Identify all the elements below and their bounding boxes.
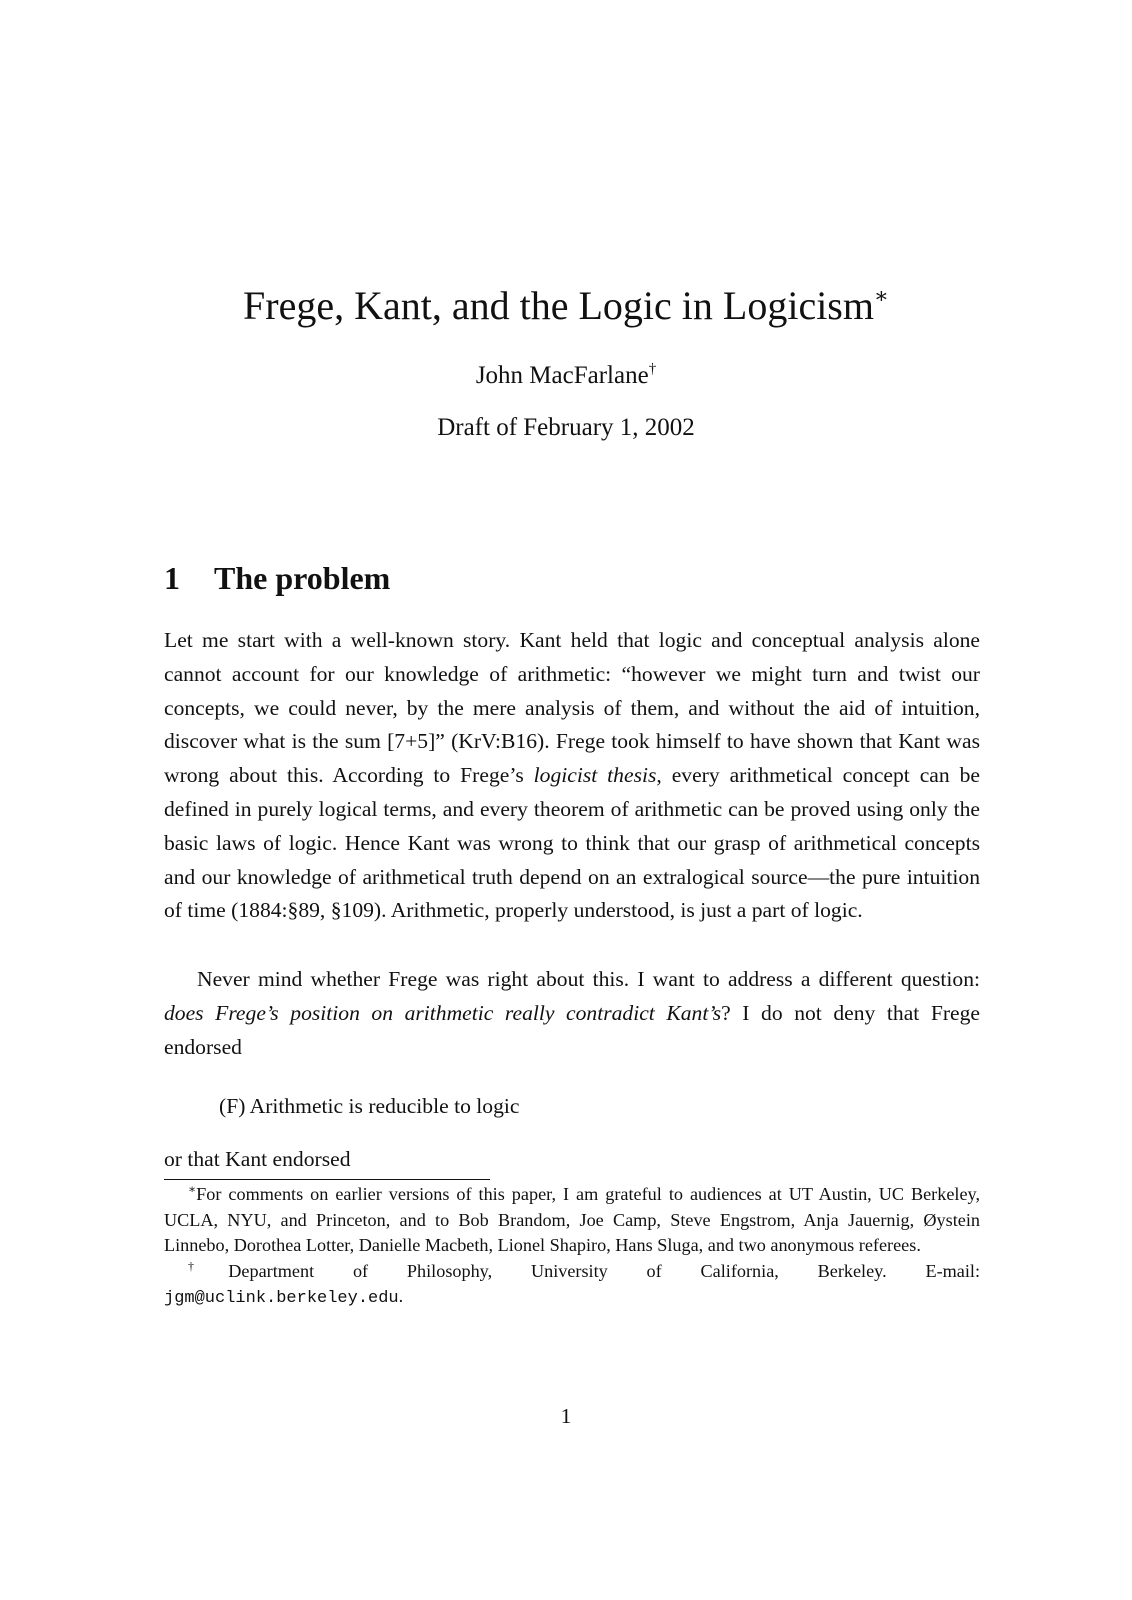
section-heading [164,558,390,598]
paper-title-text: Frege, Kant, and the Logic in Logicism [243,283,874,328]
paper-date: Draft of February 1, 2002 [437,414,695,441]
paragraph-1-emphasis: logicist thesis [533,763,657,788]
footnote-2-mark: † [188,1258,229,1273]
author-footnote-mark: † [648,361,657,377]
section-title: The problem [214,560,391,596]
footnote-2-text: Department of Philosophy, University of California, Berkeley. E-mail: [228,1260,981,1281]
title-footnote-mark: ∗ [874,283,889,308]
paragraph-1 [164,624,980,928]
footnote-1-text: For comments on earlier versions of this paper, I am grateful to audiences at UT Austin, UC Berkeley, UCLA, NYU, and Princeton, and to Bob Brandom, Joe Camp, Steve Engstrom, Anja Jauernig, Øystein Linnebo, Dorothea Lotter, Danielle Macbeth, Lionel Shapiro, Hans Sluga, and two anonymous referees. [164,1184,980,1256]
paragraph-1-part-a: Let me start with a well-known story. Kant held that logic and conceptual analysis alone cannot account for our knowledge of arithmetic: “however we might turn and twist our concepts, we could never, by the mere analysis of them, and without the aid of intuition, discover what is the sum [7+5]” (KrV:B16). Frege took himself to have shown that Kant was wrong about this. According to Frege’s [164,628,980,788]
footnote-1 [164,1182,980,1259]
paragraph-2-emphasis: does Frege’s position on arithmetic really contradict Kant’s [164,1000,722,1025]
footnote-2 [164,1259,980,1285]
paper-author [0,360,1132,392]
paper-title [0,282,1132,330]
author-name: John MacFarlane [475,362,649,389]
paragraph-2-part-a: Never mind whether Frege was right about this. I want to address a different question: [197,967,980,991]
section-number: 1 [164,560,180,596]
footnote-1-mark: ∗ [188,1182,197,1196]
email-link[interactable]: jgm@uclink.berkeley.edu [164,1289,399,1309]
paragraph-1-part-b: , every arithmetical concept can be defined in purely logical terms, and every theorem of arithmetic can be proved using only the basic laws of logic. Hence Kant was wrong to think that our grasp of arithmetical concepts and our knowledge of arithmetical truth depend on an extralogical source—the pure intuition of time (1884:§89, §109). Arithmetic, properly understood, is just a part of logic. [164,763,981,923]
paragraph-2-part-b: ? I do not deny that Frege endorsed [164,1000,981,1059]
page-number: 1 [560,1404,572,1428]
paragraph-3: or that Kant endorsed [164,1147,351,1171]
footnote-2-end: . [398,1286,404,1307]
paragraph-2 [164,963,980,1064]
display-thesis-f: (F) Arithmetic is reducible to logic [219,1094,520,1118]
footnotes [164,1182,980,1312]
footnote-2-email-line [164,1284,980,1312]
footnote-rule [164,1179,490,1180]
